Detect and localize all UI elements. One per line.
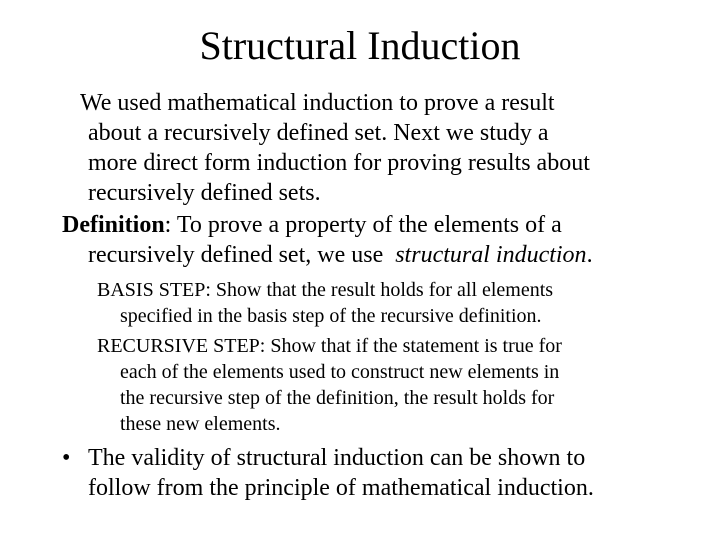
basis-line-2: specified in the basis step of the recursive definition. [120,305,542,327]
recursive-line-3: the recursive step of the definition, the result holds for [120,387,555,409]
recursive-line-4: these new elements. [120,413,281,435]
definition-term: Definition [62,212,165,238]
bullet-line-1: The validity of structural induction can be shown to [88,445,586,471]
intro-line-3: more direct form induction for proving results about [88,150,590,176]
definition-line-2-prefix: recursively defined set, we use [88,242,396,268]
recursive-line-2: each of the elements used to construct new elements in [120,361,560,383]
bullet-marker: • [62,445,71,471]
basis-line-1: BASIS STEP: Show that the result holds for all elements [97,279,554,301]
definition-line-2-suffix: . [586,242,593,268]
recursive-line-1: RECURSIVE STEP: Show that if the statement is true for [97,335,562,357]
definition-emphasis: structural induction [395,242,587,268]
intro-line-4: recursively defined sets. [88,180,321,206]
slide-title: Structural Induction [199,23,521,68]
bullet-line-2: follow from the principle of mathematical induction. [88,475,594,501]
definition-line-1 [62,210,562,240]
intro-line-1: We used mathematical induction to prove a result [80,90,555,116]
definition-line-2 [88,240,593,270]
definition-line-1-text: : To prove a property of the elements of a [164,212,562,238]
intro-line-2: about a recursively defined set. Next we study a [88,120,549,146]
